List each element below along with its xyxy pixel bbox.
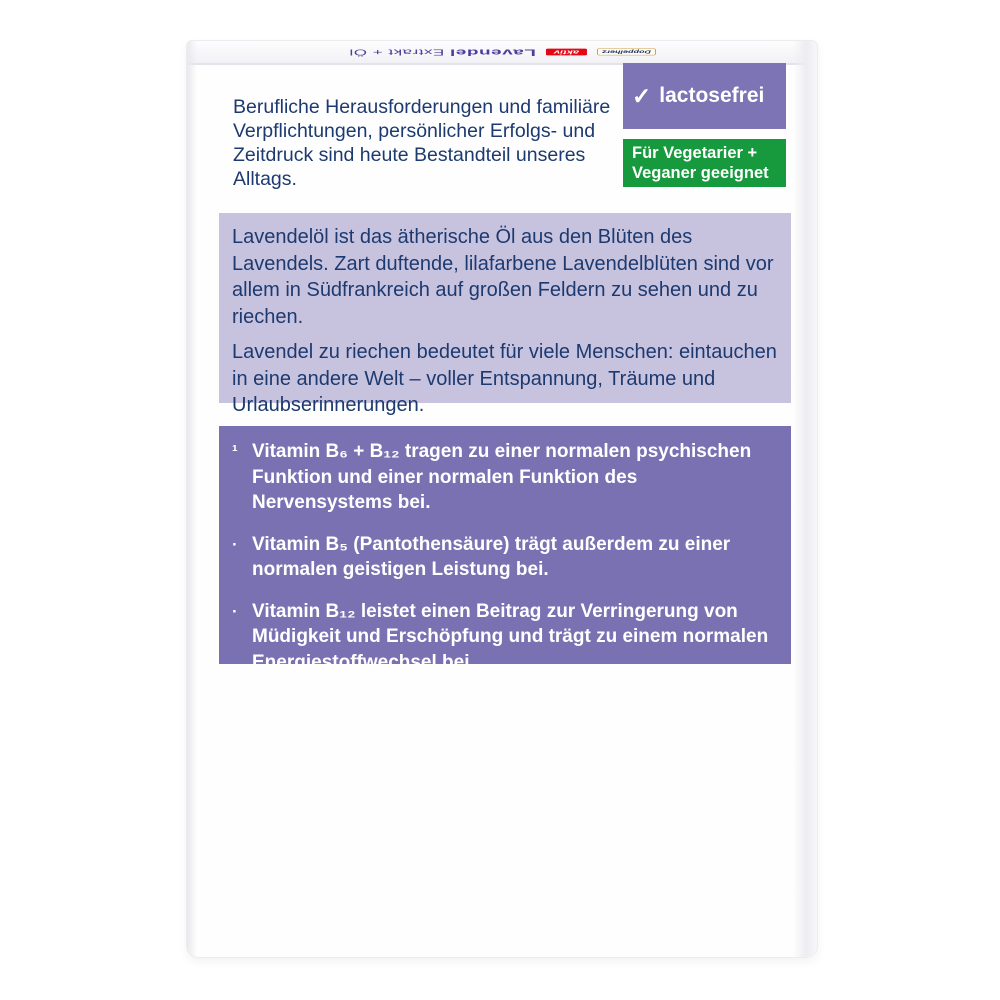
vegan-badge-line2: Veganer geeignet [632, 164, 769, 182]
aktiv-badge: aktiv [545, 49, 586, 56]
flap-print [349, 47, 656, 58]
package-box-back [186, 40, 818, 958]
package-top-flap [187, 41, 817, 65]
vegetarian-vegan-badge [623, 139, 786, 187]
checkmark-icon: ✓ [632, 82, 652, 109]
vitamin-claims-box [219, 426, 791, 673]
doppelherz-logo: Doppelherz [596, 48, 655, 55]
claim-marker: · [232, 601, 238, 621]
claim-marker: · [232, 534, 238, 554]
intro-text: Berufliche Herausforderungen und familiäre Verpflichtungen, persönlicher Erfolgs- und Zeitdruck sind heute Bestandteil unseres Alltags. [233, 96, 611, 190]
claim-item [232, 439, 778, 516]
info-paragraph: Lavendel zu riechen bedeutet für viele Menschen: eintauchen in eine andere Welt – voller Entspannung, Träume und Urlaubserinnerungen. [232, 341, 777, 416]
vegan-badge-line1: Für Vegetarier + [632, 144, 758, 162]
product-name-rest: Extrakt + Öl [348, 47, 450, 57]
lactosefrei-badge [623, 63, 786, 129]
claim-text: Vitamin B₁₂ leistet einen Beitrag zur Verringerung von Müdigkeit und Erschöpfung und trägt zu einem normalen Energiestoffwechsel bei. [252, 600, 769, 673]
package-left-edge [187, 41, 197, 957]
claim-item [232, 532, 778, 583]
claim-text: Vitamin B₅ (Pantothensäure) trägt außerdem zu einer normalen geistigen Leistung bei. [252, 533, 731, 580]
info-paragraph: Lavendelöl ist das ätherische Öl aus den Blüten des Lavendels. Zart duftende, lilafarbene Lavendelblüten sind vor allem in Südfrankreich auf großen Feldern zu sehen und zu riechen. [232, 226, 774, 328]
claim-text: Vitamin B₆ + B₁₂ tragen zu einer normalen psychischen Funktion und einer normalen Funktion des Nervensystems bei. [252, 441, 752, 513]
product-name [349, 47, 536, 58]
claim-marker: ¹ [232, 442, 238, 461]
lactosefrei-label: lactosefrei [659, 84, 765, 107]
package-right-edge [793, 41, 817, 957]
product-name-bold: Lavendel [449, 47, 536, 58]
claim-item [232, 599, 778, 676]
lavender-info-box [219, 213, 791, 416]
